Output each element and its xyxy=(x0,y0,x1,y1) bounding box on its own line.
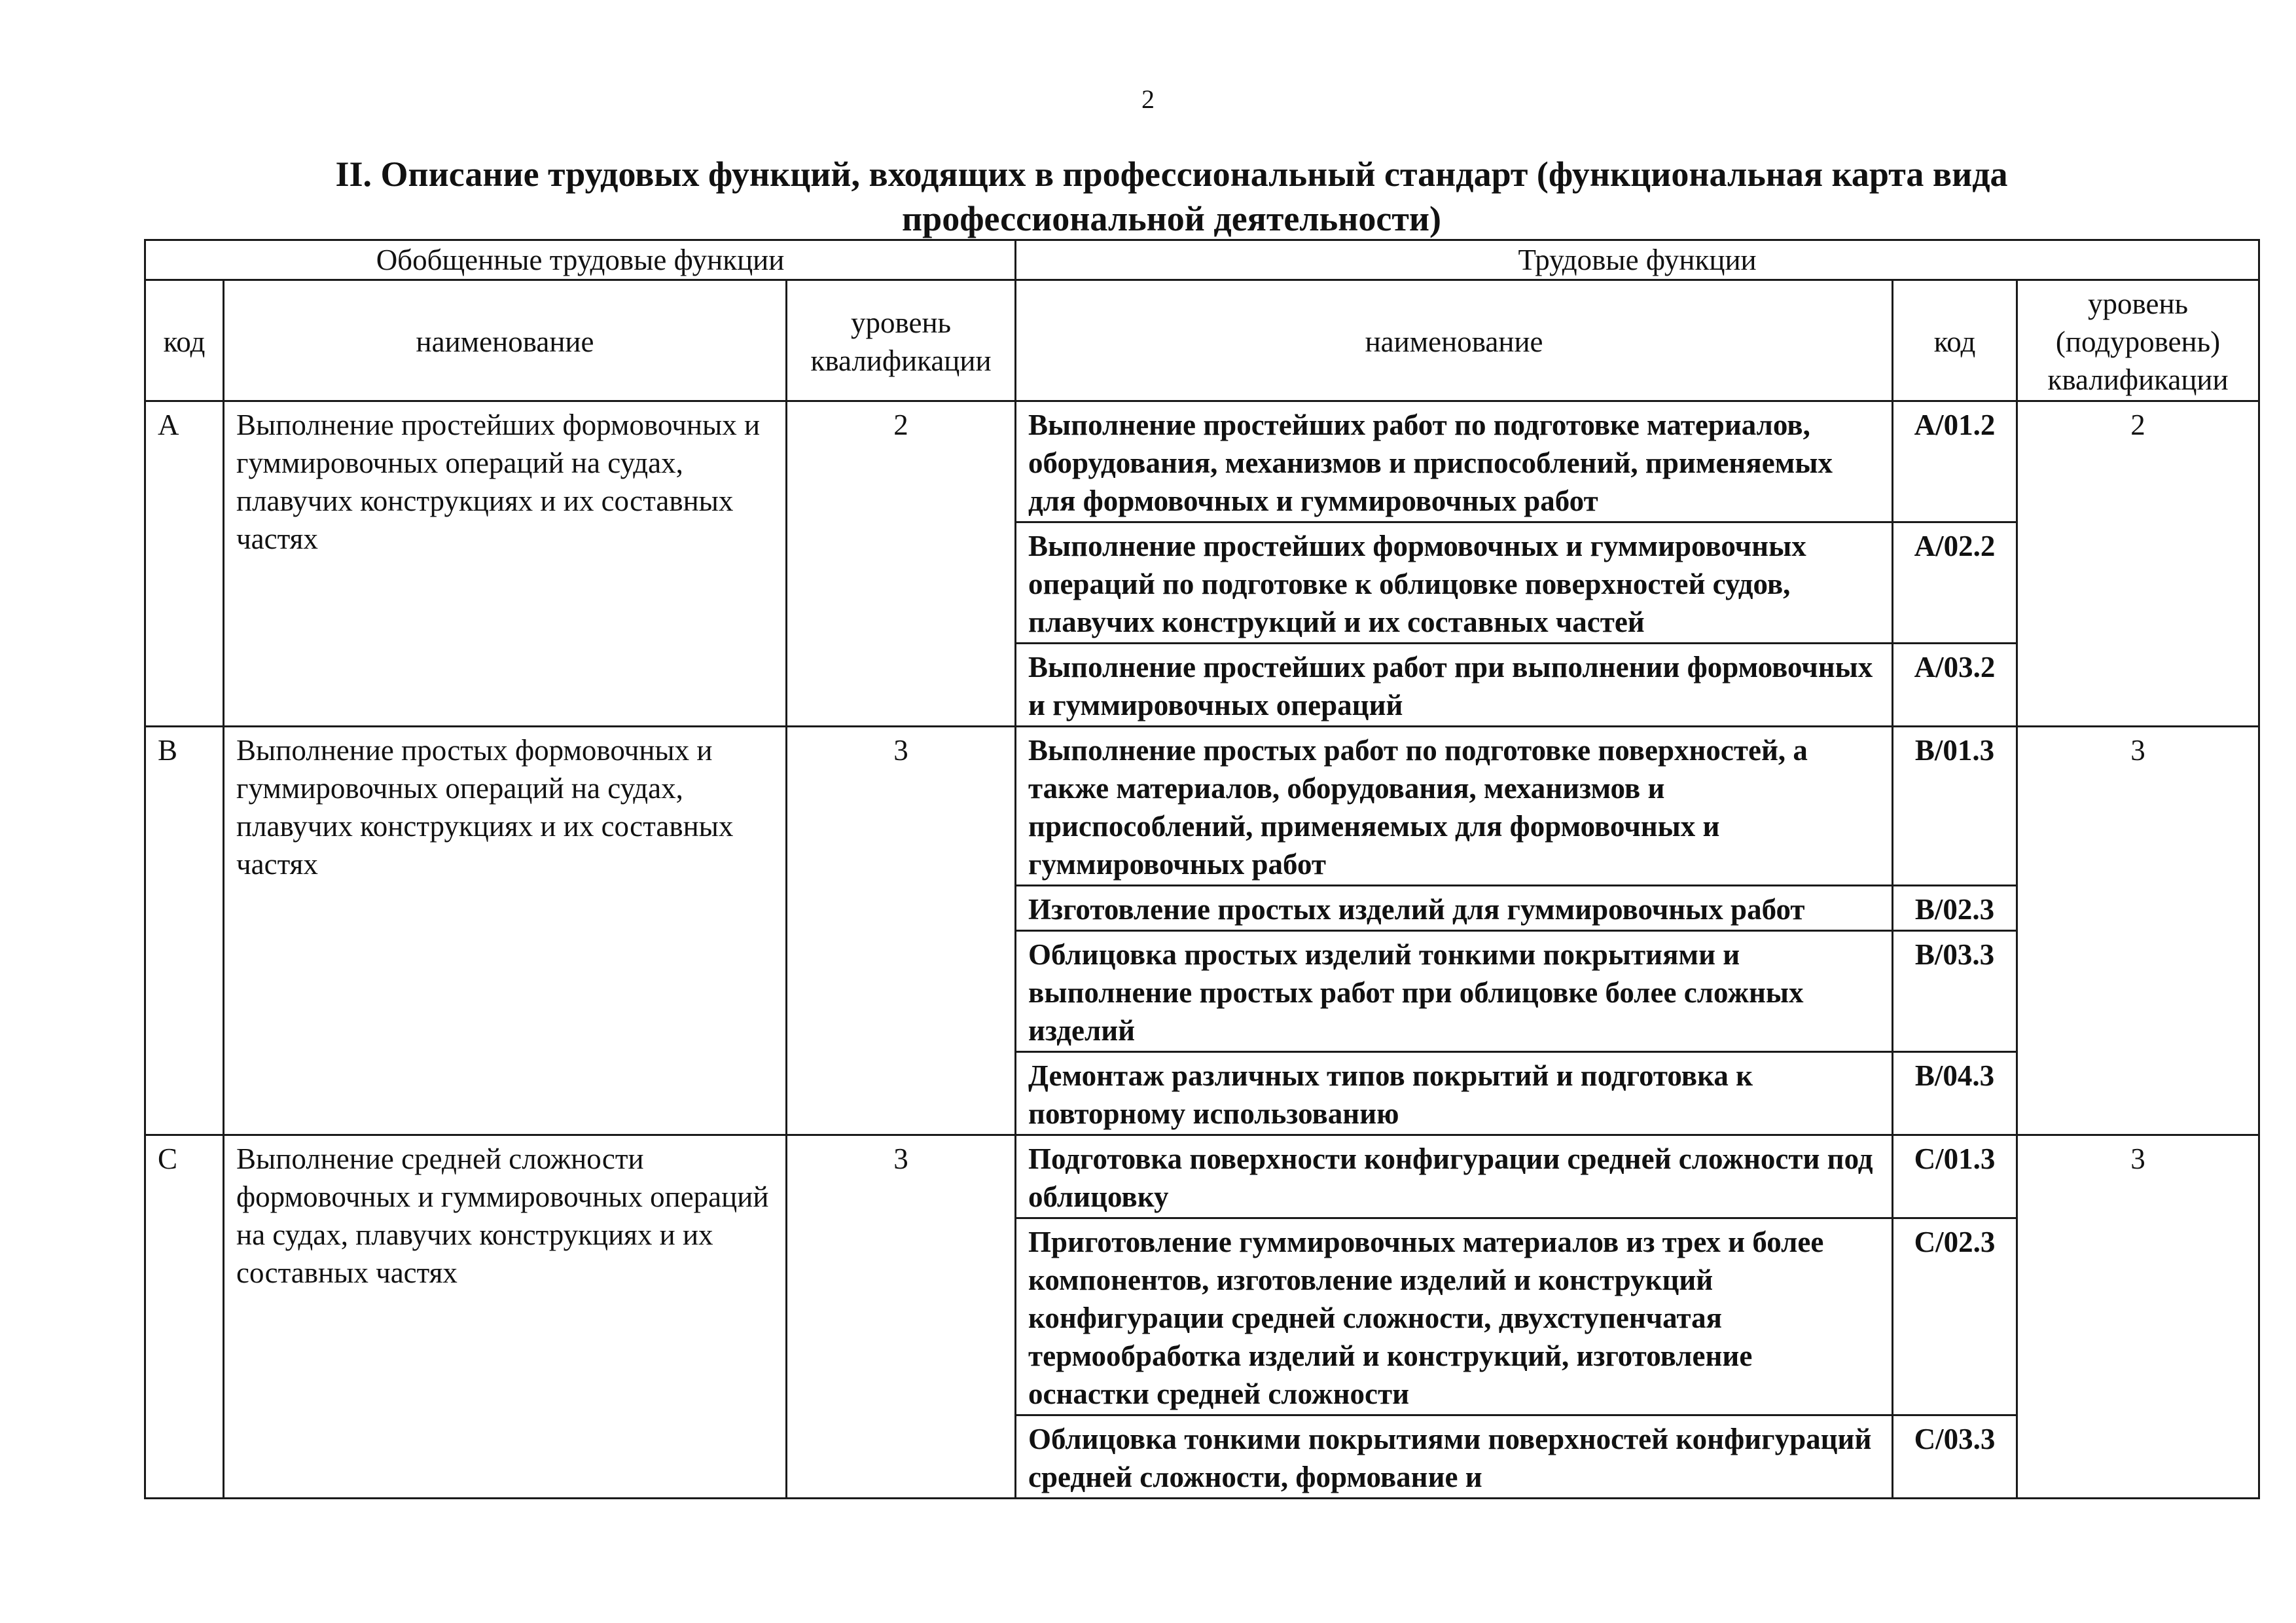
level-column-header: уровень квалификации xyxy=(787,280,1016,401)
labor-function-level-cell: 3 xyxy=(2017,1135,2259,1499)
generalized-name-cell: Выполнение средней сложности формовочных и гуммировочных операций на судах, плавучих конструкциях и их составных частях xyxy=(224,1135,787,1499)
generalized-name-cell: Выполнение простейших формовочных и гуммировочных операций на судах, плавучих конструкциях и их составных частях xyxy=(224,401,787,727)
labor-function-name-cell: Выполнение простых работ по подготовке поверхностей, а также материалов, оборудования, механизмов и приспособлений, применяемых для формовочных и гуммировочных работ xyxy=(1016,727,1893,886)
functional-map-table xyxy=(144,239,2260,1499)
name-column-header: наименование xyxy=(224,280,787,401)
labor-function-code-cell: B/02.3 xyxy=(1893,886,2017,931)
generalized-name-cell: Выполнение простых формовочных и гуммировочных операций на судах, плавучих конструкциях и их составных частях xyxy=(224,727,787,1135)
labor-function-name-cell: Выполнение простейших формовочных и гуммировочных операций по подготовке к облицовке поверхностей судов, плавучих конструкций и их составных частей xyxy=(1016,522,1893,644)
tf-level-column-header: уровень (подуровень) квалификации xyxy=(2017,280,2259,401)
generalized-code-cell: A xyxy=(145,401,224,727)
generalized-level-cell: 2 xyxy=(787,401,1016,727)
labor-function-code-cell: A/03.2 xyxy=(1893,644,2017,727)
labor-function-level-cell: 2 xyxy=(2017,401,2259,727)
generalized-level-cell: 3 xyxy=(787,727,1016,1135)
labor-function-name-cell: Выполнение простейших работ при выполнении формовочных и гуммировочных операций xyxy=(1016,644,1893,727)
generalized-code-cell: C xyxy=(145,1135,224,1499)
code-column-header: код xyxy=(145,280,224,401)
labor-function-name-cell: Облицовка тонкими покрытиями поверхностей конфигураций средней сложности, формование и xyxy=(1016,1415,1893,1499)
function-row xyxy=(145,1135,2259,1218)
labor-function-name-cell: Изготовление простых изделий для гуммировочных работ xyxy=(1016,886,1893,931)
column-header-row xyxy=(145,280,2259,401)
labor-function-code-cell: B/03.3 xyxy=(1893,931,2017,1052)
labor-function-code-cell: A/01.2 xyxy=(1893,401,2017,522)
generalized-functions-header: Обобщенные трудовые функции xyxy=(145,240,1016,280)
labor-function-name-cell: Облицовка простых изделий тонкими покрытиями и выполнение простых работ при облицовке более сложных изделий xyxy=(1016,931,1893,1052)
labor-function-name-cell: Приготовление гуммировочных материалов из трех и более компонентов, изготовление изделий и конструкций конфигурации средней сложности, двухступенчатая термообработка изделий и конструкций, изготовление оснастки средней сложности xyxy=(1016,1218,1893,1415)
labor-function-code-cell: C/01.3 xyxy=(1893,1135,2017,1218)
generalized-level-cell: 3 xyxy=(787,1135,1016,1499)
function-row xyxy=(145,727,2259,886)
tf-code-column-header: код xyxy=(1893,280,2017,401)
labor-functions-header: Трудовые функции xyxy=(1016,240,2259,280)
labor-function-name-cell: Демонтаж различных типов покрытий и подготовка к повторному использованию xyxy=(1016,1052,1893,1135)
labor-function-code-cell: B/01.3 xyxy=(1893,727,2017,886)
page-number: 2 xyxy=(1141,84,1155,114)
labor-function-code-cell: C/03.3 xyxy=(1893,1415,2017,1499)
labor-function-code-cell: A/02.2 xyxy=(1893,522,2017,644)
labor-function-name-cell: Выполнение простейших работ по подготовке материалов, оборудования, механизмов и приспособлений, применяемых для формовочных и гуммировочных работ xyxy=(1016,401,1893,522)
tf-name-column-header: наименование xyxy=(1016,280,1893,401)
labor-function-level-cell: 3 xyxy=(2017,727,2259,1135)
labor-function-code-cell: C/02.3 xyxy=(1893,1218,2017,1415)
document-heading: II. Описание трудовых функций, входящих в профессиональный стандарт (функциональная карта вида профессиональной деятельности) xyxy=(335,155,2008,238)
function-row xyxy=(145,401,2259,522)
labor-function-code-cell: B/04.3 xyxy=(1893,1052,2017,1135)
group-header-row xyxy=(145,240,2259,280)
labor-function-name-cell: Подготовка поверхности конфигурации средней сложности под облицовку xyxy=(1016,1135,1893,1218)
generalized-code-cell: B xyxy=(145,727,224,1135)
